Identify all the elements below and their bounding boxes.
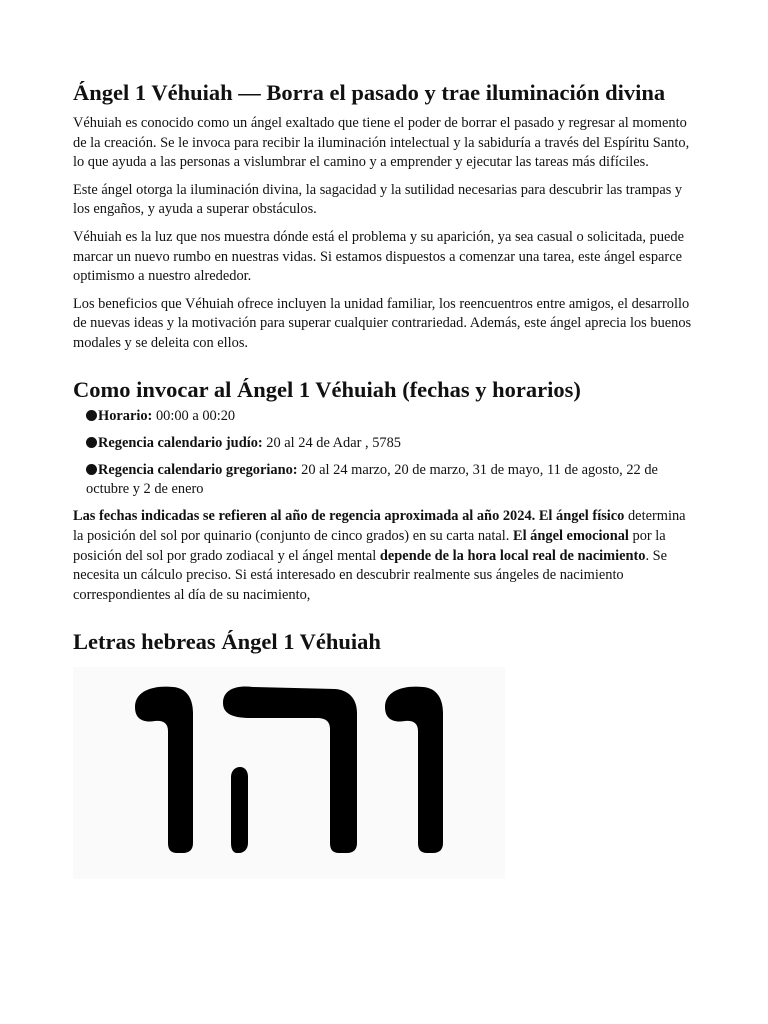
schedule-list [73,407,693,500]
note-bold-1: Las fechas indicadas se refieren al año de regencia aproximada al año 2024. El ángel físico [73,508,625,525]
intro-paragraph-4: Los beneficios que Véhuiah ofrece incluyen la unidad familiar, los reencuentros entre amigos, el desarrollo de nuevas ideas y la motivación para superar cualquier contrariedad. Además, este ángel aprecia los buenos modales y se deleita con ellos. [73,295,692,351]
intro-paragraph-2: Este ángel otorga la iluminación divina, la sagacidad y la sutilidad necesarias para descubrir las trampas y los engaños, y ayuda a superar obstáculos. [73,181,683,218]
note-text-2: por la posición del sol por grado zodiacal y el ángel mental [73,528,666,564]
schedule-label-judio: Regencia calendario judío: [98,434,263,451]
note-text-3: . Se necesita un cálculo preciso. Si está interesado en descubrir realmente sus ángeles de nacimiento correspondientes al día de su nacimiento, [73,547,668,603]
invocation-heading: Como invocar al Ángel 1 Véhuiah (fechas y horarios) [73,376,581,402]
note-bold-2: El ángel emocional [512,528,629,544]
article-content [73,78,693,879]
schedule-item-horario [86,407,693,427]
intro-paragraph-3: Véhuiah es la luz que nos muestra dónde está el problema y su aparición, ya sea casual o solicitada, puede marcar un nuevo rumbo en nuestras vidas. Si estamos dispuestos a comenzar una tarea, este ángel esparce optimismo a nuestro alrededor. [73,228,684,285]
hebrew-letters-image [73,667,505,879]
page-title: Ángel 1 Véhuiah — Borra el pasado y trae iluminación divina [73,80,666,105]
hebrew-letters-heading: Letras hebreas Ángel 1 Véhuiah [73,629,381,655]
schedule-label-gregoriano: Regencia calendario gregoriano: [98,461,298,478]
bullet-icon [86,437,97,448]
hebrew-letters-icon [73,667,505,879]
regency-note [73,507,693,605]
note-bold-3: depende de la hora local real de nacimiento [379,547,646,564]
bullet-icon [86,410,97,421]
schedule-label-horario: Horario: [98,407,153,424]
schedule-item-judio [86,434,693,454]
intro-paragraph-1: Véhuiah es conocido como un ángel exaltado que tiene el poder de borrar el pasado y regresar al momento de la creación. Se le invoca para recibir la iluminación intelectual y la sabiduría a través del Espíritu Santo, lo que ayuda a las personas a vislumbrar el camino y a emprender y ejecutar las tareas más difíciles. [73,115,690,171]
he-leg-glyph [231,767,248,853]
note-text-1: determina la posición del sol por quinario (conjunto de cinco grados) en su carta natal. [73,508,686,544]
schedule-value-judio: 20 al 24 de Adar , 5785 [262,434,401,451]
schedule-item-gregoriano [86,461,693,500]
schedule-value-horario: 00:00 a 00:20 [152,407,236,424]
schedule-value-gregoriano: 20 al 24 marzo, 20 de marzo, 31 de mayo, 11 de agosto, 22 de octubre y 2 de enero [86,461,658,498]
bullet-icon [86,464,97,475]
